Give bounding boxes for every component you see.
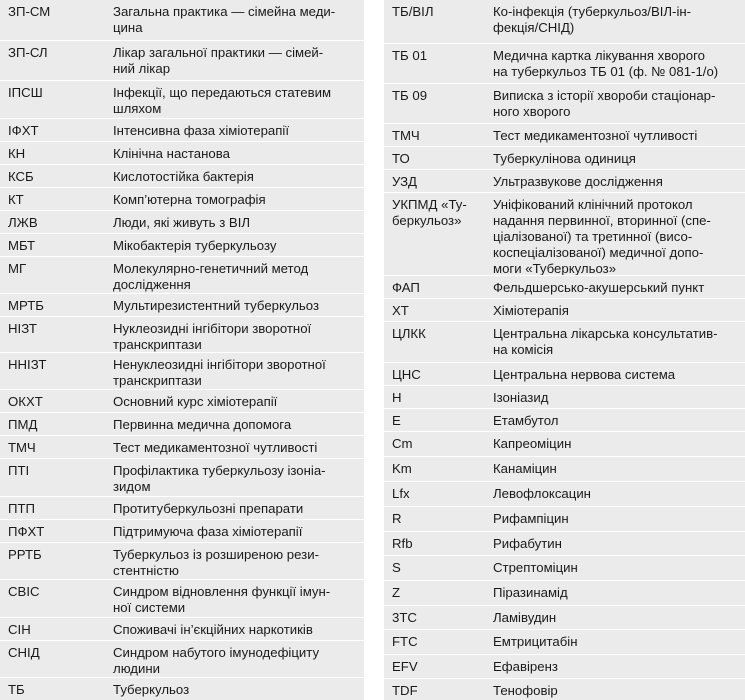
- abbreviation-term: ТБ/ВІЛ: [392, 4, 434, 19]
- abbreviation-term: TDF: [392, 683, 418, 698]
- abbreviation-definition: Молекулярно-генетичний метод дослідження: [113, 261, 309, 292]
- abbreviation-row: [0, 435, 364, 458]
- abbreviation-row: [384, 555, 745, 580]
- abbreviation-row: [384, 0, 745, 43]
- abbreviation-row: [384, 146, 745, 169]
- abbreviation-row: [0, 316, 364, 352]
- abbreviation-row: [0, 256, 364, 293]
- abbreviation-row: [0, 617, 364, 640]
- abbreviation-term: РРТБ: [8, 547, 42, 562]
- abbreviation-term: ТБ: [8, 682, 25, 697]
- abbreviation-term: E: [392, 413, 401, 428]
- abbreviation-term: S: [392, 560, 401, 575]
- abbreviation-definition: Ненуклеозидні інгібітори зворотної транскриптази: [113, 357, 326, 388]
- abbreviation-row: [384, 629, 745, 654]
- abbreviation-definition: Люди, які живуть з ВІЛ: [113, 215, 251, 230]
- abbreviation-definition: Левофлоксацин: [493, 486, 591, 501]
- abbreviation-row: [0, 187, 364, 210]
- abbreviation-definition: Лікар загальної практики — сімей- ний лікар: [113, 45, 324, 76]
- abbreviation-definition: Мікобактерія туберкульозу: [113, 238, 277, 253]
- abbreviation-definition: Ко-інфекція (туберкульоз/ВІЛ-ін- фекція/СНІД): [493, 4, 692, 35]
- abbreviation-row: [0, 164, 364, 187]
- abbreviation-row: [384, 169, 745, 192]
- abbreviation-row: [0, 118, 364, 141]
- abbreviation-term: FTC: [392, 634, 418, 649]
- abbreviation-row: [384, 531, 745, 555]
- abbreviation-definition: Центральна лікарська консультатив- на комісія: [493, 326, 718, 357]
- abbreviation-row: [384, 506, 745, 531]
- abbreviation-definition: Загальна практика — сімейна меди- цина: [113, 4, 336, 35]
- abbreviation-term: МРТБ: [8, 298, 44, 313]
- abbreviation-term: ІФХТ: [8, 123, 39, 138]
- abbreviation-row: [0, 496, 364, 519]
- abbreviation-definition: Центральна нервова система: [493, 367, 676, 382]
- abbreviation-definition: Рифампіцин: [493, 511, 569, 526]
- abbreviation-definition: Піразинамід: [493, 585, 568, 600]
- abbreviation-definition: Фельдшерсько-акушерський пункт: [493, 280, 705, 295]
- abbreviation-definition: Синдром відновлення функції імун- ної системи: [113, 584, 331, 615]
- abbreviation-definition: Канаміцин: [493, 461, 557, 476]
- abbreviation-term: ХТ: [392, 303, 409, 318]
- abbreviation-definition: Первинна медична допомога: [113, 417, 292, 432]
- abbreviations-left-column: [0, 0, 364, 700]
- abbreviation-row: [384, 83, 745, 123]
- abbreviation-term: ПТП: [8, 501, 36, 516]
- abbreviation-row: [384, 192, 745, 275]
- abbreviation-row: [384, 580, 745, 605]
- abbreviation-term: ТМЧ: [8, 440, 36, 455]
- abbreviation-term: Cm: [392, 436, 413, 451]
- abbreviation-row: [384, 654, 745, 678]
- abbreviation-row: [384, 298, 745, 321]
- abbreviation-definition: Ефавіренз: [493, 659, 558, 674]
- abbreviation-definition: Інтенсивна фаза хіміотерапії: [113, 123, 289, 138]
- abbreviation-term: СВІС: [8, 584, 40, 599]
- abbreviation-definition: Ультразвукове дослідження: [493, 174, 663, 189]
- abbreviation-term: R: [392, 511, 402, 526]
- abbreviation-definition: Тест медикаментозної чутливості: [113, 440, 318, 455]
- abbreviation-definition: Ізоніазид: [493, 390, 549, 405]
- abbreviation-term: ОКХТ: [8, 394, 43, 409]
- abbreviation-term: УЗД: [392, 174, 417, 189]
- abbreviation-row: [0, 458, 364, 496]
- abbreviation-definition: Синдром набутого імунодефіциту людини: [113, 645, 320, 676]
- abbreviation-term: СНІД: [8, 645, 40, 660]
- abbreviation-definition: Протитуберкульозні препарати: [113, 501, 304, 516]
- abbreviation-term: ПМД: [8, 417, 38, 432]
- abbreviation-term: ЦНС: [392, 367, 421, 382]
- abbreviation-row: [0, 677, 364, 700]
- abbreviation-row: [0, 233, 364, 256]
- abbreviation-row: [384, 605, 745, 629]
- abbreviation-definition: Капреоміцин: [493, 436, 572, 451]
- abbreviation-row: [0, 141, 364, 164]
- abbreviation-definition: Уніфікований клінічний протокол надання первинної, вторинної (спе- ціалізованої) та третинної (висо- коспеціалізованої) медичної допо- моги «Туберкульоз»: [493, 197, 711, 276]
- abbreviation-definition: Стрептоміцин: [493, 560, 578, 575]
- abbreviation-row: [0, 542, 364, 579]
- abbreviation-term: ЗП-СМ: [8, 4, 51, 19]
- abbreviation-term: ІПСШ: [8, 85, 43, 100]
- abbreviation-definition: Споживачі ін’єкційних наркотиків: [113, 622, 313, 637]
- abbreviation-definition: Тенофовір: [493, 683, 558, 698]
- abbreviation-row: [384, 275, 745, 298]
- abbreviation-row: [0, 0, 364, 40]
- abbreviation-definition: Нуклеозидні інгібітори зворотної транскриптази: [113, 321, 312, 352]
- abbreviation-definition: Хіміотерапія: [493, 303, 569, 318]
- abbreviation-term: КСБ: [8, 169, 34, 184]
- abbreviation-definition: Туберкулінова одиниця: [493, 151, 636, 166]
- abbreviation-definition: Клінічна настанова: [113, 146, 230, 161]
- abbreviation-definition: Виписка з історії хвороби стаціонар- ного хворого: [493, 88, 716, 119]
- abbreviation-row: [0, 389, 364, 412]
- abbreviation-definition: Основний курс хіміотерапії: [113, 394, 278, 409]
- abbreviation-row: [384, 431, 745, 456]
- abbreviation-row: [0, 352, 364, 389]
- abbreviation-term: Z: [392, 585, 401, 600]
- abbreviation-row: [0, 80, 364, 118]
- abbreviation-term: ФАП: [392, 280, 420, 295]
- abbreviation-row: [384, 321, 745, 362]
- abbreviation-term: ТБ 01: [392, 48, 428, 63]
- abbreviation-definition: Підтримуюча фаза хіміотерапії: [113, 524, 303, 539]
- abbreviation-term: ПФХТ: [8, 524, 45, 539]
- abbreviation-term: КТ: [8, 192, 24, 207]
- abbreviation-term: 3TC: [392, 610, 417, 625]
- abbreviation-row: [0, 210, 364, 233]
- abbreviation-term: МГ: [8, 261, 27, 276]
- abbreviation-term: Km: [392, 461, 412, 476]
- abbreviation-definition: Тест медикаментозної чутливості: [493, 128, 698, 143]
- abbreviation-row: [0, 640, 364, 677]
- abbreviation-term: НІЗТ: [8, 321, 37, 336]
- abbreviations-right-column: [384, 0, 745, 700]
- abbreviation-term: ЗП-СЛ: [8, 45, 48, 60]
- abbreviation-term: ТБ 09: [392, 88, 428, 103]
- abbreviation-term: ЛЖВ: [8, 215, 38, 230]
- abbreviation-row: [0, 293, 364, 316]
- abbreviation-term: ПТІ: [8, 463, 30, 478]
- abbreviation-term: КН: [8, 146, 26, 161]
- abbreviation-definition: Туберкульоз із розширеною рези- стентністю: [113, 547, 319, 578]
- abbreviation-term: МБТ: [8, 238, 36, 253]
- abbreviation-term: ЦЛКК: [392, 326, 426, 341]
- abbreviation-definition: Інфекції, що передаються статевим шляхом: [113, 85, 332, 116]
- abbreviation-row: [0, 579, 364, 617]
- abbreviation-row: [384, 481, 745, 506]
- abbreviation-term: Rfb: [392, 536, 413, 551]
- abbreviation-term: УКПМД «Ту- беркульоз»: [392, 197, 467, 228]
- abbreviation-row: [0, 40, 364, 80]
- abbreviation-row: [384, 456, 745, 481]
- abbreviation-definition: Туберкульоз: [113, 682, 190, 697]
- abbreviation-definition: Ламівудин: [493, 610, 557, 625]
- abbreviation-term: Lfx: [392, 486, 410, 501]
- abbreviation-term: ТМЧ: [392, 128, 420, 143]
- abbreviation-row: [384, 408, 745, 431]
- abbreviation-term: EFV: [392, 659, 418, 674]
- abbreviation-term: ТО: [392, 151, 410, 166]
- abbreviation-row: [384, 678, 745, 700]
- abbreviation-definition: Етамбутол: [493, 413, 559, 428]
- abbreviation-row: [0, 519, 364, 542]
- abbreviation-term: H: [392, 390, 402, 405]
- abbreviation-row: [384, 385, 745, 408]
- abbreviation-row: [0, 412, 364, 435]
- abbreviation-definition: Мультирезистентний туберкульоз: [113, 298, 320, 313]
- abbreviation-definition: Рифабутин: [493, 536, 562, 551]
- abbreviation-term: СІН: [8, 622, 31, 637]
- abbreviation-definition: Медична картка лікування хворого на туберкульоз ТБ 01 (ф. № 081-1/о): [493, 48, 719, 79]
- abbreviation-term: ННІЗТ: [8, 357, 47, 372]
- abbreviation-row: [384, 362, 745, 385]
- abbreviation-row: [384, 123, 745, 146]
- abbreviation-definition: Комп’ютерна томографія: [113, 192, 266, 207]
- abbreviation-definition: Кислотостійка бактерія: [113, 169, 254, 184]
- abbreviation-definition: Емтрицитабін: [493, 634, 578, 649]
- abbreviation-row: [384, 43, 745, 83]
- abbreviation-definition: Профілактика туберкульозу ізоніа- зидом: [113, 463, 326, 494]
